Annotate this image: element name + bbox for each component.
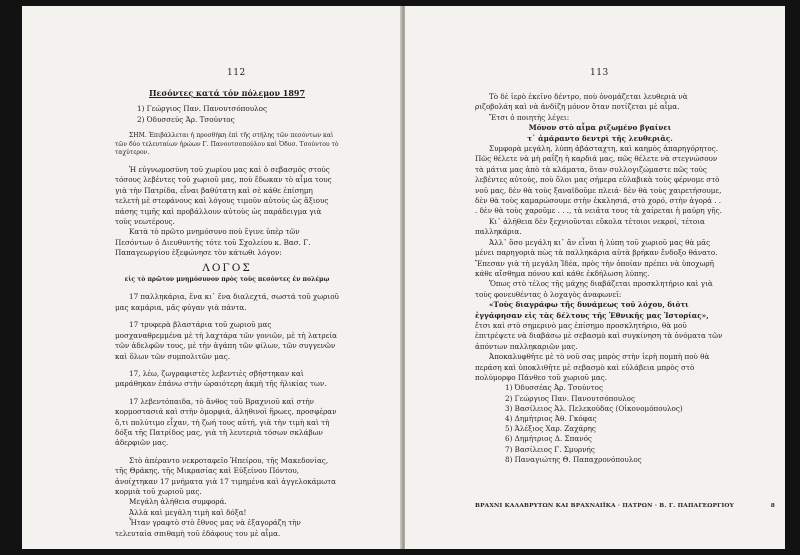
speech-title: ΛΟΓΟΣ <box>202 261 252 274</box>
speech-paragraph: 17 παλληκάρια, ἕνα κι᾿ ἕνα διαλεχτά, σωστά τοῦ χωριοῦ μας καμάρια, μᾶς φύγαν γιὰ πάντα. <box>115 292 339 312</box>
quote-continuation: ἔτσι καὶ στὸ σημερινὸ μας ἐπίσημο προσκλητήριο, θὰ μοῦ ἐπιτρέψετε νὰ διαβάσω μὲ σεβασμὸ καὶ συγκίνηση τὰ ὀνόματα τῶν ἀπόντων παλληκαριῶν μας. <box>475 320 723 351</box>
list-item: 4) Δημήτριος Ἀθ. Γκόφας <box>505 413 597 423</box>
fallen-name: 1) Γεώργιος Παν. Πανουτσόπουλος <box>137 104 267 114</box>
note: ΣΗΜ. Ἐπιβάλλεται ἡ προσθήκη ἐπὶ τῆς στήλης τῶν πεσόντων καὶ τῶν δύο τελευταίων ἡρώων Γ. Πανουτσοπούλου καὶ Ὀδυσ. Τσούντου τὸ ταχύτερον. <box>115 132 339 157</box>
list-item: 6) Δημήτριος Δ. Σπανός <box>505 434 592 444</box>
list-item: 3) Βασίλειος Ἀλ. Πελεκούδας (Οἰκονομόπουλος) <box>505 403 683 413</box>
sheet-number: 8 <box>770 503 775 509</box>
list-item: 2) Γεώργιος Παν. Πανουτσόπουλος <box>505 393 635 403</box>
poem-line: Μόνον στὸ αἷμα ριζωμένο βγαίνει <box>528 123 672 133</box>
list-item: 1) Ὀδυσσέας Ἀρ. Τσούντος <box>505 383 604 393</box>
fallen-list <box>475 383 725 465</box>
speech-subtitle: εἰς τὸ πρῶτον μνημόσυνον πρὸς τοὺς πεσόντες ἐν πολέμῳ <box>124 276 330 284</box>
speech-paragraph: 17 τρυφερὰ βλαστάρια τοῦ χωριοῦ μας μοσχαναθρεμμένα μὲ τὴ λαχτάρα τῶν γονιῶν, μὲ τὴ λατρεία τῶν ἀδελφῶν τους, μὲ τὴν ἀγάπη τῶν φίλων, τῶν συγγενῶν καὶ ὅλων τῶν συμπολιτῶν μας. <box>115 320 338 361</box>
speech-paragraph: 17, λέω, ζωγραφιστὲς λεβεντιὲς σβήστηκαν καὶ μαράθηκαν ἐπάνω στὴν ὡραιότερη ἀκμὴ τῆς ἡλικίας των. <box>115 368 327 389</box>
paragraph: Κατὰ τὸ πρῶτο μνημόσυνο ποὺ ἔγινε ὑπὲρ τῶν Πεσόντων ὁ Διευθυντὴς τότε τοῦ Σχολείου κ. Βασ. Γ. Παπαγεωργίου ἐξεφώνησε τὸν κάτωθι λόγον: <box>115 227 311 258</box>
speech-paragraph: Στὸ ἀπέραντο νεκροταφεῖο Ἠπείρου, τῆς Μακεδονίας, τῆς Θράκης, τῆς Μικρασίας καὶ Εὐξείνου Πόντου, ἀνοίχτηκαν 17 μνήματα γιὰ 17 τιμημένα καὶ ἀγγελοκάμωτα κορμιὰ τοῦ χωριοῦ μας. <box>115 455 336 496</box>
right-text-column <box>475 92 725 465</box>
paragraph: Ὅπως στὸ τέλος τῆς μάχης διαβάζεται προσκλητήριο καὶ γιὰ τοὺς φονευθέντας ὁ λοχαγὸς ἀναφωνεῖ: <box>475 279 713 299</box>
paragraph: Ἡ εὐγνωμοσύνη τοῦ χωρίου μας καὶ ὁ σεβασμός στούς τόσους λεβέντες τοῦ χωριοῦ μας, ποὺ ἔδωκαν τὸ αἷμα τους γιὰ τὴν Πατρίδα, εἶναι βαθύτατη καὶ σὲ κάθε ἐπίσημη τελετὴ μὲ στεφάνους καὶ λόγους τιμοῦν αὐτοὺς ὡς ἄξιους πάσης τιμῆς καὶ προβάλλουν αὐτοὺς ὡς παράδειγμα γιὰ τοὺς νεωτέρους. <box>115 165 332 227</box>
list-item: 5) Ἀλέξιος Χαρ. Ζαχάρης <box>505 424 596 434</box>
left-text-column <box>115 88 339 539</box>
paragraph: Ἀλλ᾿ ὅσο μεγάλη κι᾿ ἂν εἶναι ἡ λύπη τοῦ χωριοῦ μας θὰ μᾶς μένει παρηγοριὰ πὼς τὰ παλληκάρια αὐτὰ βρήκαν ἔνδοξο θάνατο. Ἔπεσαν γιὰ τὴ μεγάλη Ἰδέα, πρὸς τὴν ὁποίαν πρέπει νὰ ὑποχωρῆ κάθε αἴσθημα πόνου καὶ κάθε ἐκδήλωση λύπης. <box>475 237 718 278</box>
paragraph: Ἔτσι ὁ ποιητὴς λέγει: <box>489 112 570 122</box>
speech-paragraph: Μεγάλη ἀλήθεια συμφορά. <box>129 497 227 507</box>
page-number: 113 <box>590 68 609 78</box>
paragraph: Ἀποκαλυφθῆτε μὲ τὸ νοῦ σας μπρὸς στὴν ἱερὴ πομπὴ ποὺ θὰ περάση καὶ ὑποκλιθῆτε μὲ σεβασμὸ καὶ εὐλάβεια μπρὸς στὸ πολύμορφο Πάνθεο τοῦ χωριοῦ μας. <box>475 352 710 382</box>
section-title: Πεσόντες κατά τόν πόλεμον 1897 <box>148 88 306 98</box>
right-page <box>405 6 785 549</box>
speech-paragraph: 17 λεβεντόπαιδα, τὸ ἄνθος τοῦ Βραχνιοῦ καὶ στὴν κορμοστασιά καὶ στὴν ὀμορφιά, ἀληθινοὶ ἥρωες, προσφέραν ὅ,τι πολύτιμο εἶχαν, τὴ ζωή τους αὐτή, γιὰ τὴν τιμὴ καὶ τὴ δόξα τῆς Πατρίδος μας, γιὰ τὴ λευτεριὰ τόσων σκλάβων ἀδερφιῶν μας. <box>115 396 337 448</box>
paragraph: Τὸ δὲ ἱερὸ ἐκεῖνο δέντρο, ποὺ ὀνομάζεται λευθεριὰ νὰ ριζοβολάη καὶ νὰ ἀνδίζη μόνον ὅταν ποτίζεται μὲ αἷμα. <box>475 92 688 112</box>
poem-line: τ᾿ ἀμάραντο δεντρὶ τῆς λευθεριᾶς. <box>527 133 673 143</box>
left-page <box>22 6 402 549</box>
paragraph: Κι᾿ ἀλήθεια δὲν ξεχνιοῦνται εὔκολα τέτοιοι νεκροί, τέτοια παλληκάρια. <box>475 216 705 237</box>
footer-text: ΒΡΑΧΝΙ ΚΑΛΑΒΡΥΤΩΝ ΚΑΙ ΒΡΑΧΝΑΙΪΚΑ · ΠΑΤΡΩΝ · Β. Γ. ΠΑΠΑΓΕΩΡΓΙΟΥ <box>475 503 734 509</box>
list-item: 7) Βασίλειος Γ. Σμυρνής <box>505 444 595 454</box>
speech-paragraph: Ἀλλὰ καὶ μεγάλη τιμὴ καὶ δόξα! <box>129 507 247 517</box>
list-item: 8) Παναγιώτης Θ. Παπαχρονόπουλος <box>505 454 642 464</box>
captain-quote: «Τοὺς διαγράφω τῆς δυνάμεως τοῦ λόχου, διότι ἐγγάφησαν εἰς τὰς δέλτους τῆς Ἐθνικῆς μας Ἱστορίας», <box>475 300 709 320</box>
quote-paragraph <box>475 300 725 352</box>
running-footer <box>475 503 775 509</box>
fallen-name: 2) Όδυσσεύς Άρ. Τσούντος <box>137 114 235 124</box>
paragraph: Συμφορὰ μεγάλη, λύπη ἀβάσταχτη, καὶ καημὸς ἀπαρηγόρητος. Πῶς θέλετε νὰ μὴ ραΐζη ἡ καρδιά μας, πῶς θέλετε νὰ στεγνώσουν τὰ μάτια μας ἀπὸ τὰ κλάματα, ὅταν συλλογιζώμαστε πῶς τοὺς λεβέντες αὐτούς, ποὺ ὅλοι μας σήμερα εὐλαβικὰ τοὺς φέρνομε στὸ νοῦ μας, δὲν θὰ τοὺς ξαναϊδοῦμε πλειά· δὲν θὰ τοὺς χαιρετήσουμε, δὲν θὰ τοὺς καμαρώσουμε στὴν ἐκκλησιά, στὸ χορό, στὴν ἀγορά . . . δὲν θὰ τοὺς χαροῦμε . . ., τὰ νειᾶτα τους τὰ χαίρεται ἡ μαύρη γῆς. <box>475 144 722 216</box>
page-number: 112 <box>227 68 246 78</box>
speech-paragraph: Ἦταν γραφτὸ στὸ ἔθνος μας νὰ ἐξαγοράζη τὴν τελευταία σπιθαμὴ τοῦ ἐδάφους του μὲ αἷμα. <box>115 518 301 538</box>
